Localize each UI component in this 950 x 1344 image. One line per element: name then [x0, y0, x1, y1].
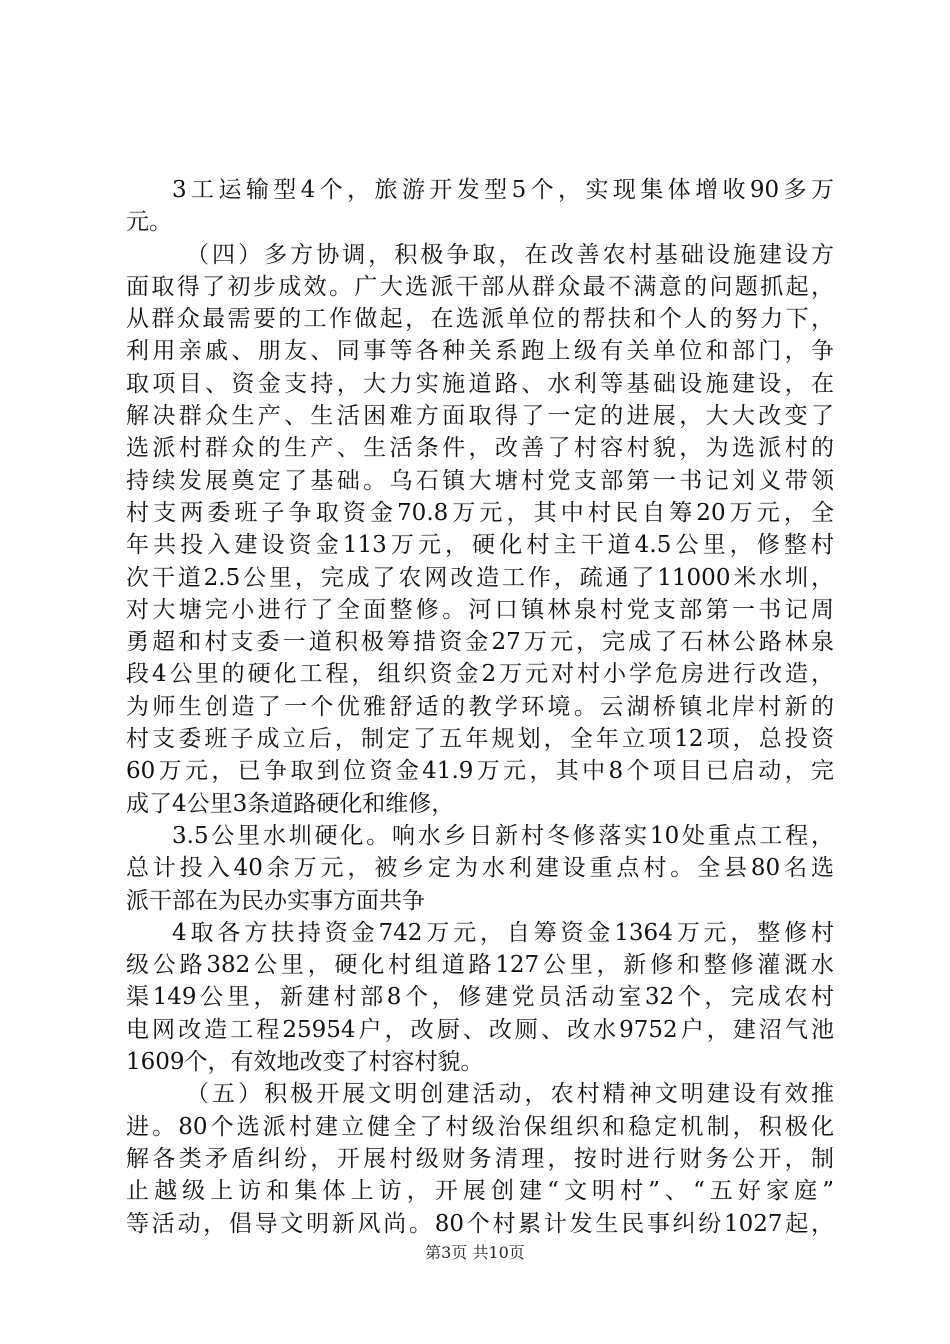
- text-line: 村支委班子成立后，制定了五年规划，全年立项12项，总投资: [126, 726, 834, 753]
- text-line: 面取得了初步成效。广大选派干部从群众最不满意的问题抓起，: [126, 273, 834, 300]
- text-line: 勇超和村支委一道积极筹措资金27万元，完成了石林公路林泉: [126, 629, 834, 656]
- text-line: 等活动，倡导文明新风尚。80个村累计发生民事纠纷1027起，: [126, 1210, 834, 1237]
- page-number-footer: 第3页 共10页: [425, 1243, 525, 1262]
- text-line: 利用亲戚、朋友、同事等各种关系跑上级有关单位和部门，争: [126, 338, 834, 365]
- text-line: 对大塘完小进行了全面整修。河口镇林泉村党支部第一书记周: [126, 596, 834, 623]
- text-line: 段4公里的硬化工程，组织资金2万元对村小学危房进行改造，: [126, 661, 834, 688]
- text-line: （五）积极开展文明创建活动，农村精神文明建设有效推: [186, 1081, 834, 1108]
- text-line: 1609个，有效地改变了村容村貌。: [126, 1049, 484, 1076]
- text-line: 3.5公里水圳硬化。响水乡日新村冬修落实10处重点工程，: [172, 822, 834, 849]
- text-line: 成了4公里3条道路硬化和维修，: [126, 790, 455, 817]
- text-line: 年共投入建设资金113万元，硬化村主干道4.5公里，修整村: [126, 532, 834, 559]
- document-body: [126, 174, 834, 1240]
- text-line: 4取各方扶持资金742万元，自筹资金1364万元，整修村: [172, 919, 834, 946]
- text-line: 为师生创造了一个优雅舒适的教学环境。云湖桥镇北岸村新的: [126, 693, 834, 720]
- text-line: 电网改造工程25954户，改厨、改厕、改水9752户，建沼气池: [126, 1016, 834, 1043]
- text-line: 渠149公里，新建村部8个，修建党员活动室32个，完成农村: [126, 984, 834, 1011]
- text-line: 选派村群众的生产、生活条件，改善了村容村貌，为选派村的: [126, 435, 834, 462]
- text-line: 总计投入40余万元，被乡定为水利建设重点村。全县80名选: [126, 855, 834, 882]
- text-line: 解各类矛盾纠纷，开展村级财务清理，按时进行财务公开，制: [126, 1145, 834, 1172]
- text-line: 级公路382公里，硬化村组道路127公里，新修和整修灌溉水: [126, 952, 834, 979]
- text-line: 次干道2.5公里，完成了农网改造工作，疏通了11000米水圳，: [126, 564, 834, 591]
- text-line: 从群众最需要的工作做起，在选派单位的帮扶和个人的努力下，: [126, 306, 834, 333]
- text-line: 止越级上访和集体上访，开展创建“文明村”、“五好家庭”: [126, 1178, 834, 1205]
- text-line: 3工运输型4个，旅游开发型5个，实现集体增收90多万: [172, 177, 834, 203]
- text-line: 60万元，已争取到位资金41.9万元，其中8个项目已启动，完: [126, 758, 834, 785]
- text-line: 持续发展奠定了基础。乌石镇大塘村党支部第一书记刘义带领: [126, 467, 834, 494]
- text-line: 解决群众生产、生活困难方面取得了一定的进展，大大改变了: [126, 403, 834, 430]
- text-line: （四）多方协调，积极争取，在改善农村基础设施建设方: [186, 241, 834, 268]
- text-line: 元。: [126, 209, 172, 236]
- text-line: 取项目、资金支持，大力实施道路、水利等基础设施建设，在: [126, 370, 834, 397]
- text-line: 村支两委班子争取资金70.8万元，其中村民自筹20万元，全: [126, 499, 834, 526]
- text-line: 进。80个选派村建立健全了村级治保组织和稳定机制，积极化: [126, 1113, 834, 1140]
- text-line: 派干部在为民办实事方面共争: [126, 887, 425, 914]
